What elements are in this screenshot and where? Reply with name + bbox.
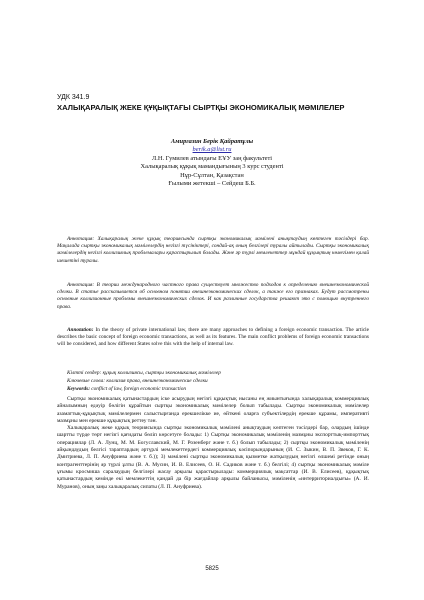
abstract-kazakh [57,236,369,265]
keywords-english [67,386,367,393]
author-city: Нұр-Сұлтан, Қазақстан [180,171,244,179]
abstract-kazakh-label: Аннотация: [67,236,95,242]
author-email-line [0,146,424,154]
keywords-kazakh [67,370,367,377]
author-affiliation-1: Л.Н. Гумилев атындағы ЕҰУ заң факультеті [151,154,273,162]
abstract-russian-label: Аннотация: [67,282,95,288]
abstract-russian [57,282,369,311]
abstract-kazakh-text: Халықаралық жеке құқық теориясында сыртқы экономикалық мәмілені анықтаудың көптеген тәсілдері бар. Мақалада сыртқы экономикалық мәмілелердің негізгі түсініктері, сондай-ақ оның белгілері туралы айтылады. Сыртқы экономикалық мәмілелердің негізгі коллизиялық проблемалары қарастырылып болады. Және әр түрлі мемлекеттер мұндай құқықтың көмегімен қалай шешетіні туралы. [57,236,369,264]
author-supervisor: Ғылыми жетекші – Сейдеш Б.Б. [168,180,256,188]
keywords-russian-text: коллизия права, внешнеэкономические сделки [106,378,208,384]
author-block [0,138,424,188]
keywords-english-text: conflict of law, foreign economic transaction [91,386,187,392]
author-name: Амиргазин Берік Қайратұлы [170,138,254,145]
abstract-russian-text: В теории международного частного права существует множество подходов к определению внешнеэкономической сделки. В статье рассказывается об основном понятии внешнеэкономических сделок, а также его признаках. Будут рассмотрены основные коллизионные проблемы внешнеэкономических сделок. И как различные государства решают это с помощью внутреннего права. [57,282,370,310]
article-title: ХАЛЫҚАРАЛЫҚ ЖЕКЕ ҚҰҚЫҚТАҒЫ СЫРТҚЫ ЭКОНОМИКАЛЫҚ МӘМІЛЕЛЕР [57,103,345,112]
udk-code: УДК 341.9 [57,94,90,101]
abstract-english-label: Annotation: [67,327,94,333]
keywords-russian [67,378,367,385]
author-email-link[interactable]: berik.a@list.ru [192,146,232,154]
body-paragraph-1: Сыртқы экономикалық қатынастардың іске асырудың негізгі құқықтық нысаны ең жиынтығында халықаралық коммерциялық айналымның едәуір бөлігін құрайтын сыртқы экономикалық мәмілелер болып табылады. Сыртқы экономикалық мәмілелер азаматтық-құқықтық мәмілелермен салыстырғанда ерекшелікке ие, өйткені оларға субъектілердің ерекше құрамы, императивті мазмұны мен ерекше құқықтық реттеу тән. [57,396,369,424]
page-number: 5825 [205,566,219,572]
article-body [57,396,369,491]
abstract-english [57,327,369,349]
keywords-kazakh-label: Кілтті сөздер: [67,370,102,376]
abstract-english-text: In the theory of private international law, there are many approaches to defining a foreign economic transaction. The article describes the basic concept of foreign economic transactions, as well as its features. The main conflict problems of foreign economic transactions will be considered, and how different States solve this with the help of internal law. [57,327,369,348]
author-affiliation-2: Халықаралық құқық мамандығының 3 курс студенті [140,163,284,171]
keywords-kazakh-text: құқық коллизиясы, сыртқы экономикалық мәмілелер [102,370,221,376]
keywords-russian-label: Ключевые слова: [67,378,105,384]
body-paragraph-2: Халықаралық жеке құқық теориясында сыртқы экономикалық мәмілені анықтаудың көптеген тәсілдері бар, олардың ішінде шартты түрде төрт негізгі қағидаты бөліп көрсетуге болады: 1) Сыртқы экономикалық мәміленің мазмұны экспорттық-импорттық операциялар (Л. А. Лунц, М. М. Богуславский, М. Г. Розенберг және т. б.) болып табылады; 2) сыртқы экономикалық мәміленің айқындаудың белгісі тараптардың әртүрлі мемлекеттердегі коммерциялық кәсіпорындарының (И. С. Зыкин, В. П. Звеков, Г. К. Дмитриева, Л. П. Ануфриева және т. б.)); 3) мәмілені сыртқы экономикалық қызметке жатқызудың негізгі өлшемі ретінде оның контрагенттерінің әр түрлі ұлты (В. А. Мусин, И. В. Елисеев, О. Н. Садиков және т. б.) белгілі; 4) сыртқы экономикалық мәміле ұғымы кросмиша саралаудың белгілері жасау арқылы қарастырылады: коммерциялық мақсаттар (И. В. Елисеев), құқықтық қатынастардың кемінде екі мемлекеттің қандай да бір жағдайлар арқылы байланысы, мәміленің «интерриториалдығы» (А. И. Муранов), оның заңы халықаралық сипаты (Л. П. Ануфриева). [57,425,369,490]
keywords-english-label: Keywords: [67,386,90,392]
